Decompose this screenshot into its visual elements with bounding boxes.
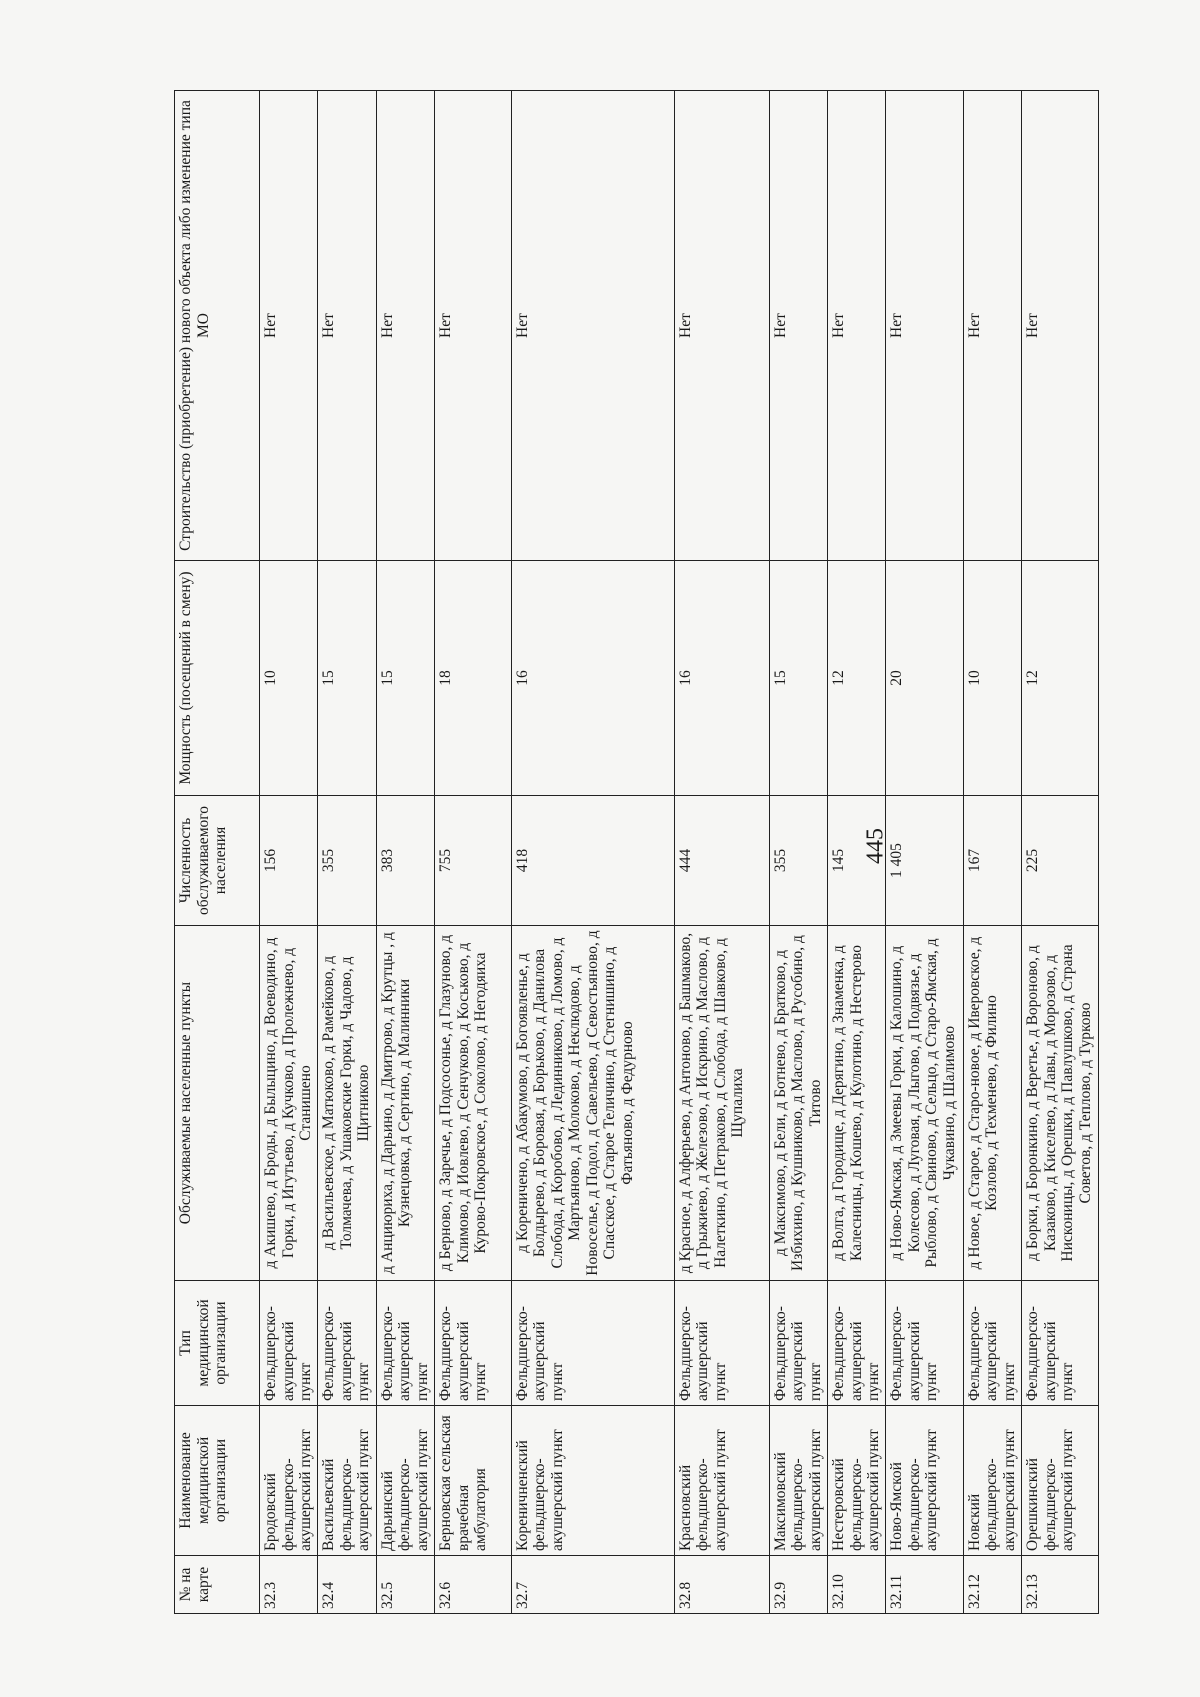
- cell-construction: Нет: [435, 91, 512, 561]
- cell-organization-name: Нестеровский фельдшерско-акушерский пункт: [828, 1406, 886, 1556]
- table-header-row: [175, 91, 260, 1614]
- cell-capacity: 16: [674, 561, 769, 796]
- cell-organization-name: Васильевский фельдшерско-акушерский пункт: [318, 1406, 376, 1556]
- cell-settlements: д Максимово, д Бели, д Ботнево, д Братково, д Избихино, д Кушниково, д Маслово, д Русобино, д Титово: [769, 926, 827, 1281]
- cell-settlements: д Ново-Ямская, д Змеевы Горки, д Калошино, д Колесово, д Луговая, д Лыгово, д Подвязье, д Рыблово, д Свиново, д Сельцо, д Старо-Ямская, д Чукавино, д Шалимово: [886, 926, 964, 1281]
- cell-population: 444: [674, 796, 769, 926]
- cell-organization-type: Фельдшерско-акушерский пункт: [318, 1281, 376, 1406]
- cell-construction: Нет: [769, 91, 827, 561]
- cell-settlements: д Борки, д Боронкино, д Веретье, д Вороново, д Казаково, д Киселево, д Лавы, д Морозово, д Нисконицы, д Орешки, д Павлушково, д Страна Советов, д Теплово, д Турково: [1022, 926, 1099, 1281]
- cell-population: 145: [828, 796, 886, 926]
- header-construction: Строительство (приобретение) нового объекта либо изменение типа МО: [175, 91, 260, 561]
- header-capacity: Мощность (посещений в смену): [175, 561, 260, 796]
- cell-construction: Нет: [260, 91, 318, 561]
- cell-construction: Нет: [1022, 91, 1099, 561]
- cell-organization-name: Бродовский фельдшерско-акушерский пункт: [260, 1406, 318, 1556]
- cell-population: 355: [318, 796, 376, 926]
- cell-settlements: д Волга, д Городище, д Дерягино, д Знаменка, д Калесницы, д Кошево, д Кулотино, д Нестерово: [828, 926, 886, 1281]
- cell-map-number: 32.4: [318, 1556, 376, 1614]
- cell-organization-name: Кореничненский фельдшерско-акушерский пункт: [511, 1406, 674, 1556]
- table-row: [963, 91, 1021, 1614]
- cell-map-number: 32.10: [828, 1556, 886, 1614]
- table-row: [1022, 91, 1099, 1614]
- cell-map-number: 32.13: [1022, 1556, 1099, 1614]
- header-settlements: Обслуживаемые населенные пункты: [175, 926, 260, 1281]
- cell-construction: Нет: [511, 91, 674, 561]
- cell-construction: Нет: [674, 91, 769, 561]
- cell-population: 156: [260, 796, 318, 926]
- cell-organization-name: Новский фельдшерско-акушерский пункт: [963, 1406, 1021, 1556]
- cell-capacity: 12: [1022, 561, 1099, 796]
- table-row: [260, 91, 318, 1614]
- cell-organization-type: Фельдшерско-акушерский пункт: [963, 1281, 1021, 1406]
- cell-construction: Нет: [318, 91, 376, 561]
- table-row: [886, 91, 964, 1614]
- cell-population: 383: [376, 796, 434, 926]
- cell-organization-name: Орешкинский фельдшерско-акушерский пункт: [1022, 1406, 1099, 1556]
- cell-settlements: д Васильевское, д Матюково, д Рамейково, д Толмачева, д Ушаковские Горки, д Чадово, д Щитниково: [318, 926, 376, 1281]
- cell-population: 1 405: [886, 796, 964, 926]
- page-number: 445: [862, 828, 889, 864]
- cell-population: 418: [511, 796, 674, 926]
- cell-construction: Нет: [828, 91, 886, 561]
- cell-map-number: 32.5: [376, 1556, 434, 1614]
- cell-organization-name: Ново-Ямской фельдшерско-акушерский пункт: [886, 1406, 964, 1556]
- cell-capacity: 16: [511, 561, 674, 796]
- cell-construction: Нет: [963, 91, 1021, 561]
- cell-population: 225: [1022, 796, 1099, 926]
- cell-map-number: 32.11: [886, 1556, 964, 1614]
- cell-organization-type: Фельдшерско-акушерский пункт: [376, 1281, 434, 1406]
- cell-organization-type: Фельдшерско-акушерский пункт: [674, 1281, 769, 1406]
- header-population: Численность обслуживаемого населения: [175, 796, 260, 926]
- header-organization-type: Тип медицинской организации: [175, 1281, 260, 1406]
- table-row: [511, 91, 674, 1614]
- cell-organization-type: Фельдшерско-акушерский пункт: [260, 1281, 318, 1406]
- cell-capacity: 15: [376, 561, 434, 796]
- cell-population: 355: [769, 796, 827, 926]
- cell-capacity: 20: [886, 561, 964, 796]
- cell-capacity: 15: [769, 561, 827, 796]
- cell-map-number: 32.3: [260, 1556, 318, 1614]
- header-organization-name: Наименование медицинской организации: [175, 1406, 260, 1556]
- cell-settlements: д Берново, д Заречье, д Подсосонье, д Глазуново, д Климово, д Иовлево, д Сенчуково, д Коськово, д Курово-Покровское, д Соколово, д Негодяиха: [435, 926, 512, 1281]
- cell-organization-name: Берновская сельская врачебная амбулатория: [435, 1406, 512, 1556]
- cell-organization-name: Дарьинский фельдшерско-акушерский пункт: [376, 1406, 434, 1556]
- cell-settlements: д Акишево, д Броды, д Былыцино, д Воеводино, д Горки, д Игутьево, д Кучково, д Пролежнево, д Станишено: [260, 926, 318, 1281]
- cell-organization-name: Максимовский фельдшерско-акушерский пункт: [769, 1406, 827, 1556]
- table-row: [318, 91, 376, 1614]
- cell-map-number: 32.9: [769, 1556, 827, 1614]
- cell-organization-type: Фельдшерско-акушерский пункт: [1022, 1281, 1099, 1406]
- cell-settlements: д Красное, д Алферьево, д Антоново, д Башмаково, д Грыжиево, д Железово, д Искрино, д Маслово, д Налеткино, д Петраково, д Слобода, д Шавково, д Щупалиха: [674, 926, 769, 1281]
- cell-capacity: 12: [828, 561, 886, 796]
- cell-capacity: 10: [260, 561, 318, 796]
- cell-settlements: д Анциюриха, д Дарьино, д Дмитрово, д Крутцы , д Кузнецовка, д Сергино, д Малинники: [376, 926, 434, 1281]
- cell-capacity: 18: [435, 561, 512, 796]
- cell-population: 755: [435, 796, 512, 926]
- cell-organization-type: Фельдшерско-акушерский пункт: [769, 1281, 827, 1406]
- cell-map-number: 32.8: [674, 1556, 769, 1614]
- cell-organization-type: Фельдшерско-акушерский пункт: [828, 1281, 886, 1406]
- table-row: [828, 91, 886, 1614]
- header-map-number: № на карте: [175, 1556, 260, 1614]
- table-row: [435, 91, 512, 1614]
- table-row: [674, 91, 769, 1614]
- cell-settlements: д Новое, д Старое, д Старо-новое, д Иверовское, д Козлово, д Техменево, д Филино: [963, 926, 1021, 1281]
- table-row: [769, 91, 827, 1614]
- cell-population: 167: [963, 796, 1021, 926]
- cell-organization-type: Фельдшерско-акушерский пункт: [511, 1281, 674, 1406]
- cell-organization-type: Фельдшерско-акушерский пункт: [435, 1281, 512, 1406]
- table-row: [376, 91, 434, 1614]
- cell-organization-type: Фельдшерско-акушерский пункт: [886, 1281, 964, 1406]
- cell-map-number: 32.12: [963, 1556, 1021, 1614]
- cell-settlements: д Кореничено, д Абакумово, д Богоявленье, д Болдырево, д Боровая, д Борьково, д Данилова Слобода, д Коробово, д Лединниково, д Ломово, д Мартьяново, д Молоково, д Неклюдово, д Новоселье, д Подол, д Савельево, д Севостьяново, д Спасское, д Старое Теличино, д Стегнишино, д Фатьяново, д Федурново: [511, 926, 674, 1281]
- medical-organizations-table: [174, 90, 1099, 1614]
- cell-organization-name: Красновский фельдшерско-акушерский пункт: [674, 1406, 769, 1556]
- cell-construction: Нет: [376, 91, 434, 561]
- cell-capacity: 10: [963, 561, 1021, 796]
- cell-construction: Нет: [886, 91, 964, 561]
- cell-map-number: 32.6: [435, 1556, 512, 1614]
- cell-capacity: 15: [318, 561, 376, 796]
- cell-map-number: 32.7: [511, 1556, 674, 1614]
- rotated-table-wrapper: [174, 91, 1099, 1614]
